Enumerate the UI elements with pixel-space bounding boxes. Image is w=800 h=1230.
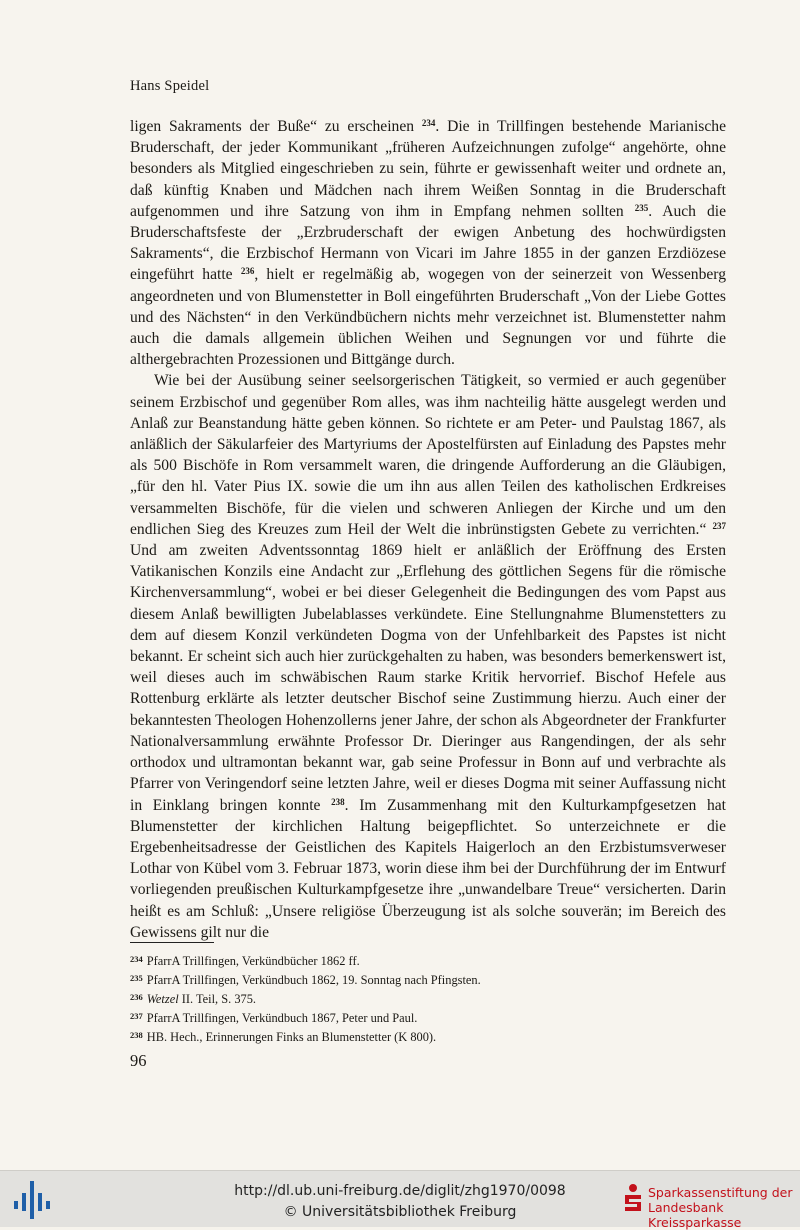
- copyright-notice: © Universitätsbibliothek Freiburg: [283, 1204, 517, 1220]
- sparkasse-logo-icon: [622, 1183, 644, 1215]
- footnote-ref-234: 234: [421, 118, 436, 128]
- footnote-ref-237: 237: [712, 520, 726, 531]
- permalink-link[interactable]: http://dl.ub.uni-freiburg.de/diglit/zhg1970/0098: [234, 1183, 566, 1199]
- running-head: Hans Speidel: [130, 78, 210, 94]
- footnote-ref-238: 238: [331, 796, 345, 807]
- footnote-text: PfarrA Trillfingen, Verkündbuch 1867, Peter und Paul.: [146, 1011, 418, 1026]
- paragraph-1: [130, 116, 726, 370]
- text-run: ligen Sakraments der Buße“ zu erscheinen: [130, 118, 422, 135]
- viewer-footer: [0, 1170, 800, 1230]
- text-run: Und am zweiten Adventssonntag 1869 hielt er anläßlich der Eröffnung des Ersten Vatikanischen Konzils eine Andacht zur „Erflehung des göttlichen Segens für die römische Kirchenversammlung“, wobei er bei dieser Gelegenheit die Bedingungen des vom Papst aus diesem Anlaß bewilligten Jubelablasses verkündete. Eine Stellungnahme Blumenstetters zu dem auf diesem Konzil verkündeten Dogma von der Unfehlbarkeit des Papstes ist nicht bekannt. Er scheint sich auch hier zurückgehalten zu haben, was besonders bemerkenswert ist, weil dieses auch im schwäbischen Raum starke Kritik hervorrief. Bischof Hefele aus Rottenburg erklärte als letzter deutscher Bischof seine Zustimmung hierzu. Auch einer der bekanntesten Theologen Hohenzollerns jener Jahre, der schon als Abgeordneter der Frankfurter Nationalversammlung erwähnte Professor Dr. Dieringer aus Rangendingen, der als sehr orthodox und ultramontan bekannt war, gab seine Professur in Bonn auf und verbrachte als Pfarrer von Veringendorf seine letzten Jahre, weil er dieses Dogma mit seiner Auffassung nicht in Einklang bringen konnte: [130, 542, 726, 814]
- footnote-number: 234: [130, 954, 143, 964]
- footnote-text: HB. Hech., Erinnerungen Finks an Blumenstetter (K 800).: [146, 1030, 437, 1045]
- body-text: [130, 116, 726, 943]
- footnote-237: [130, 1008, 726, 1027]
- footnote-text: PfarrA Trillfingen, Verkündbücher 1862 ff.: [146, 954, 360, 968]
- page-number: 96: [130, 1051, 147, 1070]
- text-run: . Die in Trillfingen bestehende Marianische Bruderschaft, der jeder Kommunikant „früheren Aufzeichnungen zufolge“ angehörte, ohne besonders als Mitglied eingeschrieben zu sein, führte er gewissenhaft weiter und ordnete an, daß künftig Knaben und Mädchen nach ihrem Weißen Sonntag in die Bruderschaft aufgenommen und ihre Satzung von ihm in Empfang nehmen sollten: [130, 118, 726, 220]
- footnote-ref-235: 235: [634, 202, 649, 213]
- footnote-text: PfarrA Trillfingen, Verkündbuch 1862, 19. Sonntag nach Pfingsten.: [146, 973, 481, 988]
- footnote-238: [130, 1027, 726, 1046]
- text-run: Wie bei der Ausübung seiner seelsorgerischen Tätigkeit, so vermied er auch gegenüber seinem Erzbischof und gegenüber Rom alles, was ihm nachteilig hätte ausgelegt werden und Anlaß zur Beanstandung hätte geben können. So richtete er am Peter- und Paulstag 1867, als anläßlich der Säkularfeier des Martyriums der Apostelfürsten auf Einladung des Papstes mehr als 500 Bischöfe in Rom versammelt waren, die dringende Aufforderung an die Gläubigen, „für den hl. Vater Pius IX. sowie die um ihn aus allen Teilen des katholischen Erdkreises versammelten Bischöfe, für die vielen und schweren Anliegen der Kirche und um den endlichen Sieg des Kreuzes zum Heil der Welt die inbrünstigsten Gebete zu verrichten.“: [130, 372, 726, 538]
- footnote-author: Wetzel: [146, 992, 179, 1007]
- footnote-number: 237: [130, 1011, 143, 1022]
- text-run: . Im Zusammenhang mit den Kulturkampfgesetzen hat Blumenstetter der kirchlichen Haltung beigepflichtet. So unterzeichnete er die Ergebenheitsadresse der Geistlichen des Kapitels Haigerloch an den Erzbistumsverweser Lothar von Kübel vom 3. Februar 1873, worin diese ihm bei der Durchführung der im Entwurf vorliegenden preußischen Kulturkampfgesetze ihre „unwandelbare Treue“ versicherten. Darin heißt es am Schluß: „Unsere religiöse Überzeugung ist als solche souverän; im Bereich des Gewissens gilt nur die: [130, 796, 726, 941]
- text-run: , hielt er regelmäßig ab, wogegen von der seinerzeit von Wessenberg angeordneten und von Blumenstetter in Boll eingeführten Bruderschaft „Von der Liebe Gottes und des Nächsten“ in den Verkündbüchern nichts mehr verzeichnet ist. Blumenstetter nahm auch die damals allgemein üblichen Weihen und Segnungen vor und führte die althergebrachten Prozessionen und Bittgänge durch.: [130, 266, 726, 369]
- footnote-number: 235: [130, 973, 143, 984]
- sponsor-line-1: Sparkassenstiftung der: [648, 1185, 793, 1200]
- paragraph-2: [130, 370, 726, 942]
- footnote-rule: [130, 942, 214, 943]
- text-run: . Auch die Bruderschaftsfeste der „Erzbruderschaft der ewigen Anbetung des hochwürdigsten Sakraments“, die Erzbischof Hermann von Vicari im Jahre 1855 in der ganzen Erzdiözese eingeführt hatte: [130, 202, 726, 284]
- footnote-236: [130, 989, 726, 1008]
- sponsor-line-2: Landesbank Kreissparkasse: [648, 1200, 742, 1230]
- footnote-text: II. Teil, S. 375.: [178, 992, 257, 1007]
- footnotes: [130, 951, 726, 1046]
- footnote-234: [130, 951, 726, 970]
- footnote-number: 236: [130, 992, 143, 1003]
- sponsor-text: [648, 1185, 800, 1230]
- footnote-ref-236: 236: [240, 266, 255, 277]
- footnote-235: [130, 970, 726, 989]
- footnote-number: 238: [130, 1030, 143, 1041]
